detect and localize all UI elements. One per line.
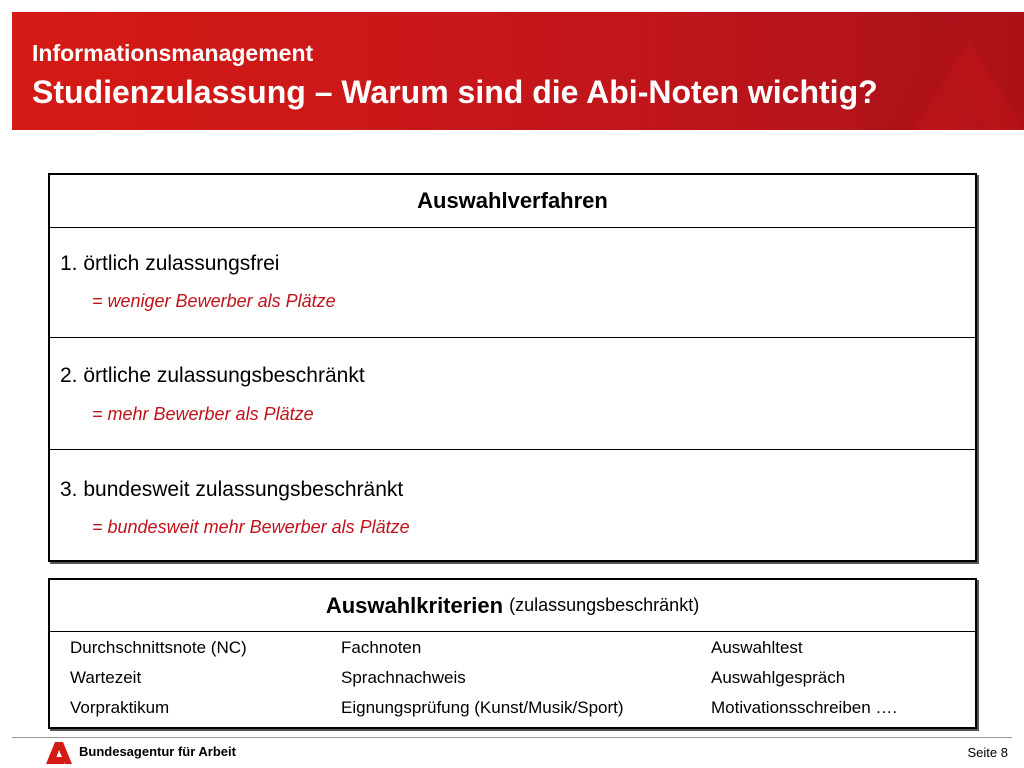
header-banner — [12, 12, 1024, 130]
criteria-item: Auswahlgespräch — [711, 668, 846, 687]
criteria-item: Auswahltest — [711, 638, 803, 657]
criteria-item: Sprachnachweis — [341, 668, 466, 687]
criteria-item: Motivationsschreiben …. — [711, 698, 898, 717]
procedure-heading: Auswahlverfahren — [50, 175, 975, 228]
criteria-heading-bold: Auswahlkriterien — [325, 592, 504, 618]
criteria-box — [48, 578, 977, 729]
criteria-item: Wartezeit — [70, 668, 142, 687]
ba-logo-mark-icon — [874, 12, 1024, 130]
procedure-item-note: = mehr Bewerber als Plätze — [92, 404, 314, 424]
procedure-item — [50, 338, 975, 450]
procedure-box — [48, 173, 977, 562]
criteria-item: Eignungsprüfung (Kunst/Musik/Sport) — [341, 698, 624, 717]
procedure-item-label: 1. örtlich zulassungsfrei — [60, 252, 280, 275]
header-subtitle: Informationsmanagement — [32, 40, 314, 66]
page-number: Seite 8 — [967, 745, 1008, 760]
criteria-item: Durchschnittsnote (NC) — [70, 638, 247, 657]
criteria-item: Vorpraktikum — [70, 698, 170, 717]
procedure-item-label: 3. bundesweit zulassungsbeschränkt — [60, 478, 404, 501]
procedure-item-note: = weniger Bewerber als Plätze — [92, 291, 336, 311]
procedure-item-label: 2. örtliche zulassungsbeschränkt — [60, 364, 365, 387]
criteria-item: Fachnoten — [341, 638, 422, 657]
page-title: Studienzulassung – Warum sind die Abi-Noten wichtig? — [32, 74, 878, 110]
footer-organization: Bundesagentur für Arbeit — [79, 744, 236, 759]
procedure-item — [50, 228, 975, 338]
procedure-item-note: = bundesweit mehr Bewerber als Plätze — [92, 517, 410, 537]
criteria-heading — [50, 580, 975, 632]
criteria-heading-note: (zulassungsbeschränkt) — [509, 595, 700, 615]
ba-logo-icon — [46, 742, 72, 764]
footer-divider — [12, 737, 1012, 738]
procedure-item — [50, 450, 975, 561]
